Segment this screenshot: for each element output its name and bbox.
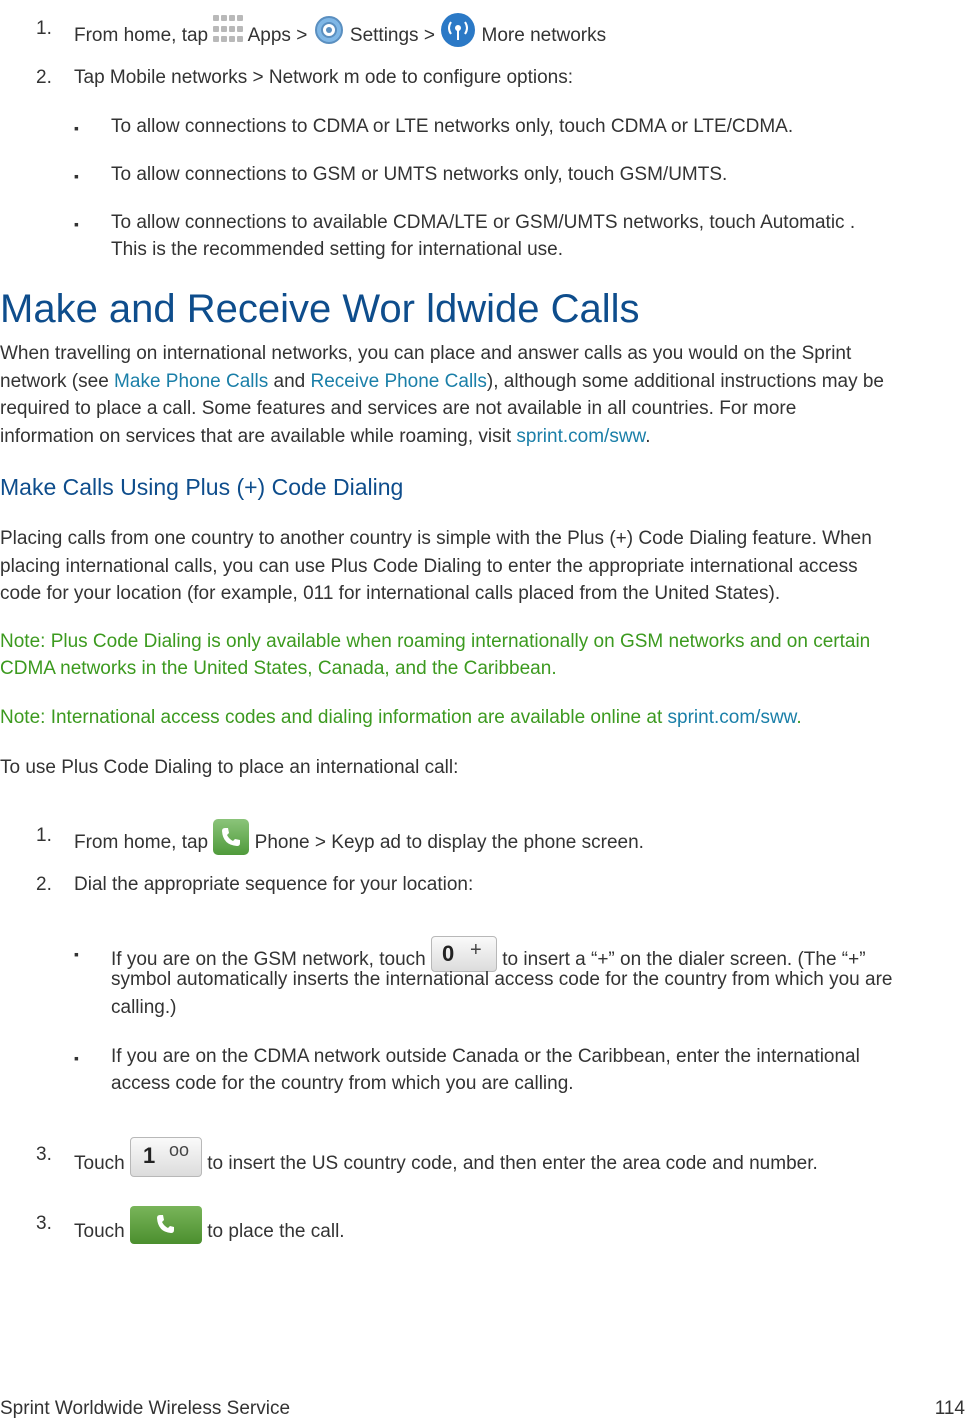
phone-call-icon [130, 1206, 202, 1244]
bullet-text: To allow connections to GSM or UMTS networks only, touch GSM/UMTS. [111, 164, 728, 185]
one-voicemail-key[interactable]: 1 oo [130, 1137, 202, 1177]
zero-plus-key[interactable]: 0 + [431, 936, 497, 972]
bullet-text: To allow connections to CDMA or LTE networks only, touch CDMA or LTE/CDMA. [111, 116, 794, 137]
gear-icon [313, 14, 345, 46]
paragraph-line: placing international calls, you can use Plus Code Dialing to enter the appropriate international access [0, 556, 858, 577]
step-2-text: Tap Mobile networks > Network m ode to configure options: [74, 67, 574, 88]
bullet-text: access code for the country from which you are calling. [111, 1073, 574, 1094]
step-number: 1. [36, 825, 52, 846]
subsection-title: Make Calls Using Plus (+) Code Dialing [0, 474, 404, 500]
phone-app-icon [213, 819, 249, 855]
step-4-text: Touch to place the call. [74, 1213, 345, 1251]
sprint-sww-link[interactable]: sprint.com/sww [516, 426, 646, 447]
intro-text: To use Plus Code Dialing to place an international call: [0, 757, 459, 778]
step-1-text: From home, tap Apps > Settings > More networks [74, 18, 606, 54]
note-line: CDMA networks in the United States, Canada, and the Caribbean. [0, 658, 557, 679]
note-line: Note: Plus Code Dialing is only available when roaming internationally on GSM networks and on certain [0, 631, 871, 652]
bullet-icon: ▪ [74, 946, 79, 962]
step-number: 3. [36, 1213, 52, 1234]
make-phone-calls-link[interactable]: Make Phone Calls [114, 371, 269, 392]
step-number: 2. [36, 874, 52, 895]
paragraph-line: required to place a call. Some features and services are not available in all countries. For more [0, 398, 797, 419]
bullet-icon: ▪ [74, 1050, 79, 1066]
network-icon [440, 12, 476, 48]
footer-title: Sprint Worldwide Wireless Service [0, 1398, 291, 1419]
page-number: 114 [934, 1398, 965, 1419]
sprint-sww-link[interactable]: sprint.com/sww [667, 707, 797, 728]
paragraph-line: When travelling on international networks, you can place and answer calls as you would on the Sprint [0, 343, 852, 364]
bullet-text: If you are on the CDMA network outside Canada or the Caribbean, enter the international [111, 1046, 860, 1067]
phone-handset-icon [213, 819, 249, 855]
apps-grid-icon [213, 15, 243, 45]
step-3-text: Touch 1 oo to insert the US country code, and then enter the area code and number. [74, 1144, 818, 1184]
note-line: Note: International access codes and dialing information are available online at sprint.com/sww. [0, 707, 802, 728]
step-1-text: From home, tap Phone > Keyp ad to display the phone screen. [74, 825, 644, 861]
paragraph-line: network (see Make Phone Calls and Receive Phone Calls), although some additional instructions may be [0, 371, 884, 392]
step-number: 2. [36, 67, 52, 88]
bullet-text: If you are on the GSM network, touch 0 + to insert a “+” on the dialer screen. (The “+” [111, 942, 866, 978]
step-number: 3. [36, 1144, 52, 1165]
bullet-text: To allow connections to available CDMA/LTE or GSM/UMTS networks, touch Automatic . [111, 212, 856, 233]
paragraph-line: information on services that are available while roaming, visit sprint.com/sww. [0, 426, 651, 447]
paragraph-line: Placing calls from one country to another country is simple with the Plus (+) Code Dialing feature. When [0, 528, 872, 549]
receive-phone-calls-link[interactable]: Receive Phone Calls [310, 371, 487, 392]
bullet-icon: ▪ [74, 216, 79, 232]
paragraph-line: code for your location (for example, 011 for international calls placed from the United States). [0, 583, 781, 604]
bullet-text: symbol automatically inserts the international access code for the country from which you are [111, 969, 893, 990]
bullet-text: This is the recommended setting for international use. [111, 239, 564, 260]
bullet-text: calling.) [111, 997, 177, 1018]
voicemail-icon: oo [168, 1140, 190, 1160]
bullet-icon: ▪ [74, 168, 79, 184]
bullet-icon: ▪ [74, 120, 79, 136]
call-button[interactable] [130, 1206, 202, 1244]
step-2-text: Dial the appropriate sequence for your location: [74, 874, 474, 895]
section-title: Make and Receive Wor ldwide Calls [0, 287, 640, 331]
step-number: 1. [36, 18, 52, 39]
